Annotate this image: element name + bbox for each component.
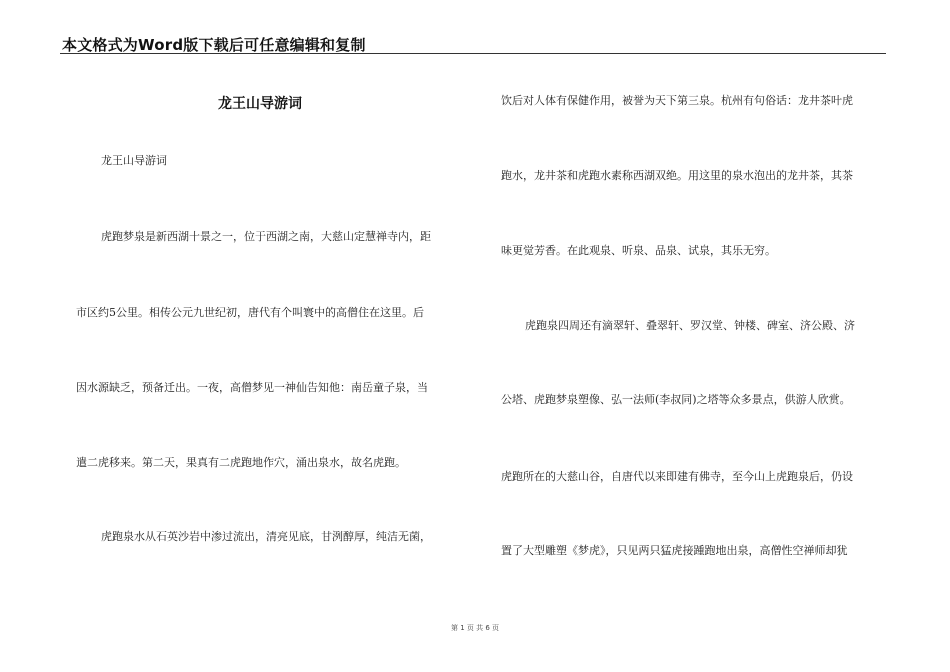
document-title: 龙王山导游词	[218, 96, 302, 112]
header-divider	[60, 53, 886, 54]
right-line-paragraph: 公塔、虎跑梦泉塑像、弘一法师(李叔同)之塔等众多景点，供游人欣赏。	[501, 393, 851, 406]
left-line-paragraph: 市区约5公里。相传公元九世纪初，唐代有个叫寰中的高僧住在这里。后	[76, 306, 424, 319]
left-line-paragraph: 因水源缺乏，预备迁出。一夜，高僧梦见一神仙告知他：南岳童子泉，当	[76, 381, 428, 394]
document-banner: 本文格式为Word版下载后可任意编辑和复制	[62, 36, 366, 54]
right-line-paragraph: 跑水，龙井茶和虎跑水素称西湖双绝。用这里的泉水泡出的龙井茶，其茶	[501, 169, 853, 182]
right-line-paragraph: 置了大型雕塑《梦虎》，只见两只猛虎接踵跑地出泉，高僧性空禅师却犹	[501, 544, 848, 557]
right-line-paragraph: 味更觉芳香。在此观泉、听泉、品泉、试泉，其乐无穷。	[501, 244, 776, 257]
left-line-paragraph: 遣二虎移来。第二天，果真有二虎跑地作穴，涌出泉水，故名虎跑。	[76, 456, 406, 469]
left-line-subtitle: 龙王山导游词	[101, 154, 167, 167]
left-line-paragraph: 虎跑泉水从石英沙岩中渗过流出，清亮见底，甘洌醇厚，纯洁无菌，	[101, 530, 431, 543]
left-line-paragraph: 虎跑梦泉是新西湖十景之一，位于西湖之南，大慈山定慧禅寺内，距	[101, 230, 431, 243]
right-line-paragraph: 饮后对人体有保健作用，被誉为天下第三泉。杭州有句俗话：龙井茶叶虎	[501, 94, 853, 107]
page-number: 第 1 页 共 6 页	[450, 624, 500, 632]
right-line-paragraph: 虎跑所在的大慈山谷，自唐代以来即建有佛寺，至今山上虎跑泉后，仍设	[501, 470, 853, 483]
right-line-paragraph: 虎跑泉四周还有滴翠轩、叠翠轩、罗汉堂、钟楼、碑室、济公殿、济	[525, 319, 855, 332]
